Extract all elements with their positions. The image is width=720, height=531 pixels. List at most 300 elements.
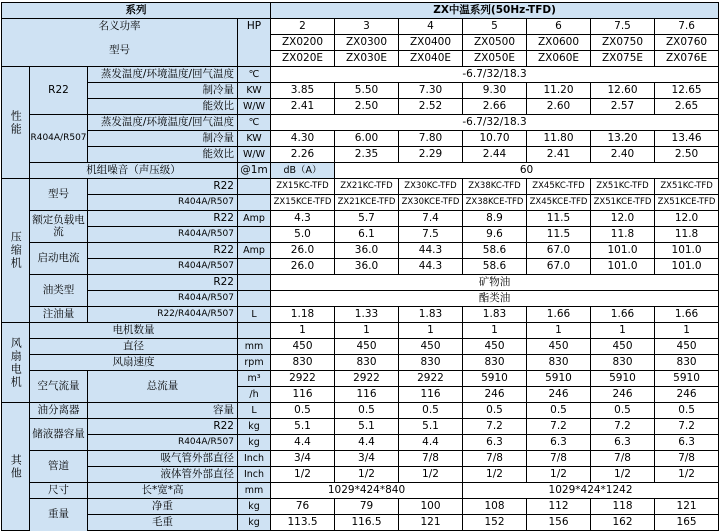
noise-value: 60 bbox=[335, 163, 719, 179]
pipe-suction-value: 3/4 bbox=[271, 451, 335, 467]
rated-r404a-value: 11.5 bbox=[527, 227, 591, 243]
comp-r22-label: R22 bbox=[88, 179, 238, 195]
airflow-value-2: 116 bbox=[335, 387, 399, 403]
comp-model-r22: ZX21KC-TFD bbox=[335, 179, 399, 195]
airflow-value: 5910 bbox=[655, 371, 719, 387]
table-row-motor-count bbox=[2, 323, 719, 339]
gross-weight-value: 162 bbox=[591, 515, 655, 531]
motor-count-value: 1 bbox=[271, 323, 335, 339]
rated-r22-value: 4.3 bbox=[271, 211, 335, 227]
rated-r404a-value: 11.8 bbox=[655, 227, 719, 243]
oil-separator-value: 0.5 bbox=[527, 403, 591, 419]
gross-weight-value: 116.5 bbox=[335, 515, 399, 531]
table-row-comp-model-r22 bbox=[2, 179, 719, 195]
comp-model-r404a: ZX15KCE-TFD bbox=[271, 195, 335, 211]
size-sub-label: 长*宽*高 bbox=[88, 483, 238, 499]
oil-charge-value: 1.18 bbox=[271, 307, 335, 323]
start-r22-value: 67.0 bbox=[527, 243, 591, 259]
airflow-label: 空气流量 bbox=[30, 371, 88, 403]
receiver-r22-value: 5.1 bbox=[399, 419, 463, 435]
table-row-comp-model-r404a bbox=[2, 195, 719, 211]
rated-r22-value: 7.4 bbox=[399, 211, 463, 227]
start-r404a-value: 26.0 bbox=[271, 259, 335, 275]
group-header: ZX中温系列(50Hz-TFD) bbox=[271, 3, 719, 19]
r22-cop-value: 2.50 bbox=[335, 99, 399, 115]
name-power-label: 名义功率 bbox=[2, 19, 238, 35]
fan-speed-unit: rpm bbox=[238, 355, 271, 371]
size-value-left: 1029*424*840 bbox=[271, 483, 463, 499]
start-r404a-value: 101.0 bbox=[655, 259, 719, 275]
rated-r22-value: 5.7 bbox=[335, 211, 399, 227]
pipe-liquid-label: 液体管外部直径 bbox=[88, 467, 238, 483]
r22-cop-value: 2.41 bbox=[271, 99, 335, 115]
table-row-r404a-temp bbox=[2, 115, 719, 131]
oil-separator-capacity-label: 容量 bbox=[88, 403, 238, 419]
model-code: ZX0600 bbox=[527, 35, 591, 51]
r404a-cop-value: 2.26 bbox=[271, 147, 335, 163]
receiver-r22-label: R22 bbox=[88, 419, 238, 435]
comp-model-r22: ZX51KC-TFD bbox=[591, 179, 655, 195]
start-r404a-value: 101.0 bbox=[591, 259, 655, 275]
receiver-label: 储液器容量 bbox=[30, 419, 88, 451]
airflow-value-2: 116 bbox=[399, 387, 463, 403]
r404a-cooling-value: 10.70 bbox=[463, 131, 527, 147]
start-r22-value: 36.0 bbox=[335, 243, 399, 259]
gross-weight-value: 121 bbox=[399, 515, 463, 531]
r22-cop-value: 2.57 bbox=[591, 99, 655, 115]
receiver-r404a-value: 6.3 bbox=[655, 435, 719, 451]
model-code: ZX050E bbox=[463, 51, 527, 67]
receiver-r404a-value: 6.3 bbox=[591, 435, 655, 451]
r404a-cop-value: 2.50 bbox=[655, 147, 719, 163]
pipe-liquid-value: 1/2 bbox=[527, 467, 591, 483]
start-r22-value: 44.3 bbox=[399, 243, 463, 259]
r404a-cooling-value: 13.46 bbox=[655, 131, 719, 147]
motor-count-value: 1 bbox=[591, 323, 655, 339]
start-r22-value: 26.0 bbox=[271, 243, 335, 259]
r22-cooling-value: 7.30 bbox=[399, 83, 463, 99]
model-code: ZX075E bbox=[591, 51, 655, 67]
receiver-r404a-value: 4.4 bbox=[271, 435, 335, 451]
airflow-value: 5910 bbox=[591, 371, 655, 387]
receiver-r22-value: 7.2 bbox=[527, 419, 591, 435]
oil-separator-unit: L bbox=[238, 403, 271, 419]
table-row-oil-type-r404a bbox=[2, 291, 719, 307]
motor-count-value: 1 bbox=[527, 323, 591, 339]
start-r404a-value: 67.0 bbox=[527, 259, 591, 275]
spec-sheet bbox=[0, 2, 720, 528]
start-r22-value: 101.0 bbox=[591, 243, 655, 259]
comp-model-r404a: ZX30KCE-TFD bbox=[399, 195, 463, 211]
rated-r404a-value: 7.5 bbox=[399, 227, 463, 243]
net-weight-value: 79 bbox=[335, 499, 399, 515]
table-row-receiver-r404a bbox=[2, 435, 719, 451]
comp-r404a-label: R404A/R507 bbox=[88, 259, 238, 275]
oil-charge-value: 1.83 bbox=[399, 307, 463, 323]
receiver-r404a-value: 4.4 bbox=[335, 435, 399, 451]
pipe-unit: Inch bbox=[238, 451, 271, 467]
start-r404a-value: 44.3 bbox=[399, 259, 463, 275]
r22-cooling-value: 9.30 bbox=[463, 83, 527, 99]
pipe-suction-value: 3/4 bbox=[335, 451, 399, 467]
hp-value: 5 bbox=[463, 19, 527, 35]
fan-speed-value: 830 bbox=[655, 355, 719, 371]
cooling-capacity-label: 制冷量 bbox=[88, 131, 238, 147]
cop-label: 能效比 bbox=[88, 99, 238, 115]
section-compressor: 压缩机 bbox=[2, 179, 30, 323]
start-r22-value: 101.0 bbox=[655, 243, 719, 259]
receiver-r22-value: 5.1 bbox=[271, 419, 335, 435]
comp-model-r22: ZX30KC-TFD bbox=[399, 179, 463, 195]
model-code: ZX0400 bbox=[399, 35, 463, 51]
hp-value: 4 bbox=[399, 19, 463, 35]
comp-r404a-label: R404A/R507 bbox=[88, 227, 238, 243]
fan-diameter-value: 450 bbox=[527, 339, 591, 355]
amp-unit: Amp bbox=[238, 243, 271, 259]
receiver-r22-value: 7.2 bbox=[591, 419, 655, 435]
r404a-cop-value: 2.35 bbox=[335, 147, 399, 163]
series-header: 系列 bbox=[2, 3, 271, 19]
table-row-series-header bbox=[2, 3, 719, 19]
fan-diameter-value: 450 bbox=[655, 339, 719, 355]
refrigerant-r22-label: R22 bbox=[30, 67, 88, 115]
airflow-unit-m3: m³ bbox=[238, 371, 271, 387]
fan-speed-value: 830 bbox=[271, 355, 335, 371]
section-fan-motor: 风扇电机 bbox=[2, 323, 30, 403]
comp-r22-label: R22 bbox=[88, 243, 238, 259]
table-row-start-r404a bbox=[2, 259, 719, 275]
table-row-fan-speed bbox=[2, 355, 719, 371]
comp-r22-label: R22 bbox=[88, 275, 238, 291]
table-row-hp bbox=[2, 19, 719, 35]
table-row-net-weight bbox=[2, 499, 719, 515]
airflow-total-label: 总流量 bbox=[88, 371, 238, 403]
model-code: ZX020E bbox=[271, 51, 335, 67]
motor-count-value: 1 bbox=[335, 323, 399, 339]
oil-separator-value: 0.5 bbox=[271, 403, 335, 419]
receiver-unit: kg bbox=[238, 419, 271, 435]
receiver-r404a-value: 4.4 bbox=[399, 435, 463, 451]
r404a-cop-value: 2.29 bbox=[399, 147, 463, 163]
airflow-value-2: 246 bbox=[591, 387, 655, 403]
r22-cooling-value: 3.85 bbox=[271, 83, 335, 99]
oil-charge-value: 1.83 bbox=[463, 307, 527, 323]
r22-cop-value: 2.66 bbox=[463, 99, 527, 115]
model-code: ZX0300 bbox=[335, 35, 399, 51]
airflow-value: 2922 bbox=[271, 371, 335, 387]
gross-weight-value: 152 bbox=[463, 515, 527, 531]
cooling-capacity-label: 制冷量 bbox=[88, 83, 238, 99]
oil-charge-unit: L bbox=[238, 307, 271, 323]
r404a-cop-value: 2.41 bbox=[527, 147, 591, 163]
comp-r22-label: R22 bbox=[88, 211, 238, 227]
airflow-value: 5910 bbox=[527, 371, 591, 387]
fan-diameter-value: 450 bbox=[271, 339, 335, 355]
model-code: ZX076E bbox=[655, 51, 719, 67]
table-row-rated-r404a bbox=[2, 227, 719, 243]
model-code: ZX040E bbox=[399, 51, 463, 67]
comp-model-unit-blank bbox=[238, 179, 271, 195]
receiver-unit: kg bbox=[238, 435, 271, 451]
model-code: ZX0200 bbox=[271, 35, 335, 51]
cooling-unit: KW bbox=[238, 131, 271, 147]
pipe-label: 管道 bbox=[30, 451, 88, 483]
oil-separator-value: 0.5 bbox=[399, 403, 463, 419]
noise-unit: dB（A） bbox=[271, 163, 335, 179]
pipe-liquid-value: 1/2 bbox=[271, 467, 335, 483]
receiver-r22-value: 5.1 bbox=[335, 419, 399, 435]
model-code: ZX0760 bbox=[655, 35, 719, 51]
section-other: 其他 bbox=[2, 403, 30, 531]
comp-model-r404a: ZX21KCE-TFD bbox=[335, 195, 399, 211]
table-row-airflow-1 bbox=[2, 371, 719, 387]
airflow-unit-h: /h bbox=[238, 387, 271, 403]
cop-label: 能效比 bbox=[88, 147, 238, 163]
temp-condition-label: 蒸发温度/环境温度/回气温度 bbox=[88, 115, 238, 131]
table-row-oil-separator bbox=[2, 403, 719, 419]
receiver-r22-value: 7.2 bbox=[655, 419, 719, 435]
comp-model-unit-blank bbox=[238, 195, 271, 211]
hp-unit: HP bbox=[238, 19, 271, 35]
table-row-rated-r22 bbox=[2, 211, 719, 227]
size-label: 尺寸 bbox=[30, 483, 88, 499]
table-row-pipe-suction bbox=[2, 451, 719, 467]
oil-charge-label: 注油量 bbox=[30, 307, 88, 323]
amp-unit: Amp bbox=[238, 211, 271, 227]
model-code: ZX060E bbox=[527, 51, 591, 67]
oil-type-label: 油类型 bbox=[30, 275, 88, 307]
pipe-unit: Inch bbox=[238, 467, 271, 483]
rated-r22-value: 8.9 bbox=[463, 211, 527, 227]
pipe-suction-value: 7/8 bbox=[655, 451, 719, 467]
rated-r404a-value: 9.6 bbox=[463, 227, 527, 243]
pipe-suction-value: 7/8 bbox=[527, 451, 591, 467]
comp-model-r404a: ZX38KCE-TFD bbox=[463, 195, 527, 211]
pipe-liquid-value: 1/2 bbox=[655, 467, 719, 483]
cop-unit: W/W bbox=[238, 147, 271, 163]
rated-r404a-value: 11.8 bbox=[591, 227, 655, 243]
table-row-noise bbox=[2, 163, 719, 179]
hp-value: 6 bbox=[527, 19, 591, 35]
r22-cop-value: 2.52 bbox=[399, 99, 463, 115]
table-row-gross-weight bbox=[2, 515, 719, 531]
table-row-pipe-liquid bbox=[2, 467, 719, 483]
rated-r22-value: 12.0 bbox=[655, 211, 719, 227]
table-row-size bbox=[2, 483, 719, 499]
table-row-oil-type-r22 bbox=[2, 275, 719, 291]
model-label: 型号 bbox=[2, 35, 238, 67]
rated-r404a-value: 5.0 bbox=[271, 227, 335, 243]
specification-table bbox=[1, 2, 719, 531]
rated-r404a-value: 6.1 bbox=[335, 227, 399, 243]
r404a-cooling-value: 13.20 bbox=[591, 131, 655, 147]
receiver-r404a-value: 6.3 bbox=[463, 435, 527, 451]
r404a-cooling-value: 6.00 bbox=[335, 131, 399, 147]
fan-speed-value: 830 bbox=[399, 355, 463, 371]
amp-unit-blank bbox=[238, 227, 271, 243]
fan-speed-label: 风扇速度 bbox=[30, 355, 238, 371]
weight-unit: kg bbox=[238, 499, 271, 515]
temp-unit: ℃ bbox=[238, 115, 271, 131]
noise-label: 机组噪音（声压级） bbox=[30, 163, 238, 179]
airflow-value-2: 116 bbox=[271, 387, 335, 403]
oil-separator-value: 0.5 bbox=[655, 403, 719, 419]
fan-speed-value: 830 bbox=[463, 355, 527, 371]
fan-diameter-value: 450 bbox=[591, 339, 655, 355]
table-row-r404a-cop bbox=[2, 147, 719, 163]
rated-r22-value: 12.0 bbox=[591, 211, 655, 227]
pipe-suction-value: 7/8 bbox=[591, 451, 655, 467]
airflow-value: 2922 bbox=[399, 371, 463, 387]
temp-unit: ℃ bbox=[238, 67, 271, 83]
receiver-r404a-value: 6.3 bbox=[527, 435, 591, 451]
r404a-cop-value: 2.44 bbox=[463, 147, 527, 163]
r22-cooling-value: 12.65 bbox=[655, 83, 719, 99]
fan-speed-value: 830 bbox=[527, 355, 591, 371]
comp-r404a-label: R404A/R507 bbox=[88, 291, 238, 307]
compressor-model-label: 型号 bbox=[30, 179, 88, 211]
r404a-cooling-value: 4.30 bbox=[271, 131, 335, 147]
net-weight-value: 118 bbox=[591, 499, 655, 515]
oil-charge-value: 1.66 bbox=[591, 307, 655, 323]
oil-charge-value: 1.33 bbox=[335, 307, 399, 323]
hp-value: 7.6 bbox=[655, 19, 719, 35]
pipe-suction-label: 吸气管外部直径 bbox=[88, 451, 238, 467]
fan-diameter-value: 450 bbox=[335, 339, 399, 355]
size-unit: mm bbox=[238, 483, 271, 499]
pipe-liquid-value: 1/2 bbox=[399, 467, 463, 483]
hp-value: 7.5 bbox=[591, 19, 655, 35]
oil-type-r22-value: 矿物油 bbox=[271, 275, 719, 291]
size-value-right: 1029*424*1242 bbox=[463, 483, 719, 499]
pipe-liquid-value: 1/2 bbox=[335, 467, 399, 483]
comp-model-r404a: ZX45KCE-TFD bbox=[527, 195, 591, 211]
comp-r404a-label: R404A/R507 bbox=[88, 195, 238, 211]
motor-count-label: 电机数量 bbox=[30, 323, 238, 339]
r22-cooling-value: 12.60 bbox=[591, 83, 655, 99]
start-r404a-value: 58.6 bbox=[463, 259, 527, 275]
airflow-value: 2922 bbox=[335, 371, 399, 387]
fan-diameter-unit: mm bbox=[238, 339, 271, 355]
oil-charge-refrigerants: R22/R404A/R507 bbox=[88, 307, 238, 323]
model-code: ZX030E bbox=[335, 51, 399, 67]
oil-type-unit-blank bbox=[238, 291, 271, 307]
motor-count-unit-blank bbox=[238, 323, 271, 339]
fan-diameter-label: 直径 bbox=[30, 339, 238, 355]
gross-weight-value: 156 bbox=[527, 515, 591, 531]
weight-unit: kg bbox=[238, 515, 271, 531]
r404a-cooling-value: 11.80 bbox=[527, 131, 591, 147]
table-row-r22-cooling bbox=[2, 83, 719, 99]
model-code: ZX0750 bbox=[591, 35, 655, 51]
r404a-cop-value: 2.40 bbox=[591, 147, 655, 163]
table-row-receiver-r22 bbox=[2, 419, 719, 435]
cop-unit: W/W bbox=[238, 99, 271, 115]
motor-count-value: 1 bbox=[463, 323, 527, 339]
weight-label: 重量 bbox=[30, 499, 88, 531]
table-row-r404a-cooling bbox=[2, 131, 719, 147]
noise-at: @1m bbox=[238, 163, 271, 179]
amp-unit-blank bbox=[238, 259, 271, 275]
fan-diameter-value: 450 bbox=[463, 339, 527, 355]
comp-model-r404a: ZX51KCE-TFD bbox=[591, 195, 655, 211]
gross-weight-value: 113.5 bbox=[271, 515, 335, 531]
hp-value: 2 bbox=[271, 19, 335, 35]
airflow-value-2: 246 bbox=[655, 387, 719, 403]
receiver-r404a-label: R404A/R507 bbox=[88, 435, 238, 451]
net-weight-value: 76 bbox=[271, 499, 335, 515]
gross-weight-label: 毛重 bbox=[88, 515, 238, 531]
oil-separator-value: 0.5 bbox=[335, 403, 399, 419]
hp-value: 3 bbox=[335, 19, 399, 35]
comp-model-r22: ZX38KC-TFD bbox=[463, 179, 527, 195]
oil-charge-value: 1.66 bbox=[655, 307, 719, 323]
table-row-r22-temp bbox=[2, 67, 719, 83]
r404a-cooling-value: 7.80 bbox=[399, 131, 463, 147]
comp-model-r404a: ZX51KCE-TFD bbox=[655, 195, 719, 211]
rated-r22-value: 11.5 bbox=[527, 211, 591, 227]
pipe-liquid-value: 1/2 bbox=[463, 467, 527, 483]
cooling-unit: KW bbox=[238, 83, 271, 99]
net-weight-value: 100 bbox=[399, 499, 463, 515]
net-weight-value: 112 bbox=[527, 499, 591, 515]
airflow-value: 5910 bbox=[463, 371, 527, 387]
table-row-model-1 bbox=[2, 35, 719, 51]
motor-count-value: 1 bbox=[399, 323, 463, 339]
oil-charge-value: 1.66 bbox=[527, 307, 591, 323]
r22-cop-value: 2.60 bbox=[527, 99, 591, 115]
receiver-r22-value: 7.2 bbox=[463, 419, 527, 435]
start-r22-value: 58.6 bbox=[463, 243, 527, 259]
r22-cooling-value: 5.50 bbox=[335, 83, 399, 99]
table-row-fan-diameter bbox=[2, 339, 719, 355]
comp-model-r22: ZX51KC-TFD bbox=[655, 179, 719, 195]
rated-current-label: 额定负载电流 bbox=[30, 211, 88, 243]
refrigerant-r404a-label: R404A/R507 bbox=[30, 115, 88, 163]
net-weight-value: 108 bbox=[463, 499, 527, 515]
table-row-start-r22 bbox=[2, 243, 719, 259]
net-weight-value: 121 bbox=[655, 499, 719, 515]
motor-count-value: 1 bbox=[655, 323, 719, 339]
model-unit-blank bbox=[238, 35, 271, 67]
net-weight-label: 净重 bbox=[88, 499, 238, 515]
airflow-value-2: 246 bbox=[527, 387, 591, 403]
start-r404a-value: 36.0 bbox=[335, 259, 399, 275]
oil-separator-value: 0.5 bbox=[591, 403, 655, 419]
table-row-r22-cop bbox=[2, 99, 719, 115]
start-current-label: 启动电流 bbox=[30, 243, 88, 275]
r22-cop-value: 2.65 bbox=[655, 99, 719, 115]
oil-separator-value: 0.5 bbox=[463, 403, 527, 419]
section-performance: 性能 bbox=[2, 67, 30, 179]
r404a-temp-value: -6.7/32/18.3 bbox=[271, 115, 719, 131]
r22-temp-value: -6.7/32/18.3 bbox=[271, 67, 719, 83]
pipe-liquid-value: 1/2 bbox=[591, 467, 655, 483]
oil-type-unit-blank bbox=[238, 275, 271, 291]
comp-model-r22: ZX15KC-TFD bbox=[271, 179, 335, 195]
model-code: ZX0500 bbox=[463, 35, 527, 51]
oil-separator-label: 油分离器 bbox=[30, 403, 88, 419]
fan-diameter-value: 450 bbox=[399, 339, 463, 355]
pipe-suction-value: 7/8 bbox=[399, 451, 463, 467]
oil-type-r404a-value: 酯类油 bbox=[271, 291, 719, 307]
airflow-value-2: 246 bbox=[463, 387, 527, 403]
temp-condition-label: 蒸发温度/环境温度/回气温度 bbox=[88, 67, 238, 83]
comp-model-r22: ZX45KC-TFD bbox=[527, 179, 591, 195]
fan-speed-value: 830 bbox=[591, 355, 655, 371]
fan-speed-value: 830 bbox=[335, 355, 399, 371]
r22-cooling-value: 11.20 bbox=[527, 83, 591, 99]
